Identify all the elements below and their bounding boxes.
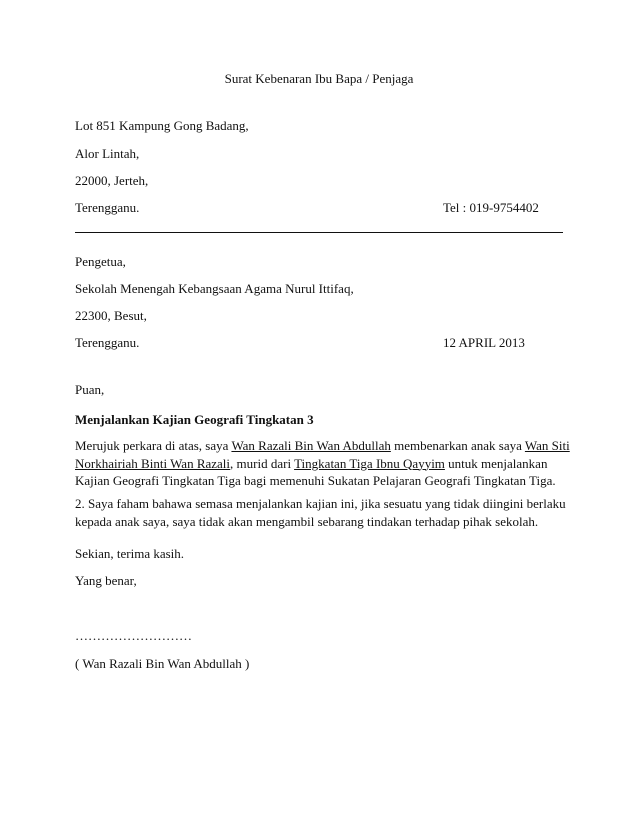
recipient-address-line-2: Sekolah Menengah Kebangsaan Agama Nurul Ittifaq, — [75, 281, 354, 296]
paragraph-2-line-2: kepada anak saya, saya tidak akan mengambil sebarang tindakan terhadap pihak sekolah. — [75, 513, 539, 529]
parent-name: Wan Razali Bin Wan Abdullah — [231, 438, 391, 453]
paragraph-1-line-3: Kajian Geografi Tingkatan Tiga bagi memenuhi Sukatan Pelajaran Geografi Tingkatan Tiga. — [75, 473, 556, 489]
paragraph-1-text: , murid dari — [230, 455, 295, 471]
signatory-name: ( Wan Razali Bin Wan Abdullah ) — [75, 656, 250, 671]
recipient-address-line-1: Pengetua, — [75, 254, 126, 269]
child-name-part-1: Wan Siti — [524, 438, 570, 453]
closing-thanks: Sekian, terima kasih. — [75, 546, 185, 561]
paragraph-2-line-1: 2. Saya faham bahawa semasa menjalankan kajian ini, jika sesuatu yang tidak diingini berlaku — [75, 496, 566, 511]
sender-address-line-2: Alor Lintah, — [75, 146, 140, 161]
recipient-address-line-3: 22300, Besut, — [75, 308, 147, 323]
signature-line: ……………………… — [75, 628, 192, 643]
paragraph-1-line-2 — [75, 455, 575, 473]
sender-telephone: Tel : 019-9754402 — [443, 200, 539, 215]
letter-date: 12 APRIL 2013 — [443, 335, 525, 350]
header-divider — [75, 232, 563, 233]
recipient-address-line-4: Terengganu. — [75, 335, 140, 350]
paragraph-1 — [75, 437, 575, 490]
sender-address-line-3: 22000, Jerteh, — [75, 173, 149, 188]
child-name-part-2: Norkhairiah Binti Wan Razali — [75, 455, 231, 471]
paragraph-2 — [75, 495, 575, 530]
closing-sign-off: Yang benar, — [75, 573, 137, 588]
paragraph-1-text: Merujuk perkara di atas, saya — [75, 438, 232, 453]
paragraph-1-text: membenarkan anak saya — [390, 438, 525, 453]
class-name: Tingkatan Tiga Ibnu Qayyim — [294, 455, 445, 471]
letter-subject: Menjalankan Kajian Geografi Tingkatan 3 — [75, 412, 314, 427]
sender-address-line-4: Terengganu. — [75, 200, 140, 215]
salutation: Puan, — [75, 382, 105, 397]
sender-address-line-1: Lot 851 Kampung Gong Badang, — [75, 118, 249, 133]
paragraph-1-text: untuk menjalankan — [444, 455, 548, 471]
paragraph-1-line-1 — [75, 437, 575, 455]
letter-title: Surat Kebenaran Ibu Bapa / Penjaga — [224, 71, 414, 86]
